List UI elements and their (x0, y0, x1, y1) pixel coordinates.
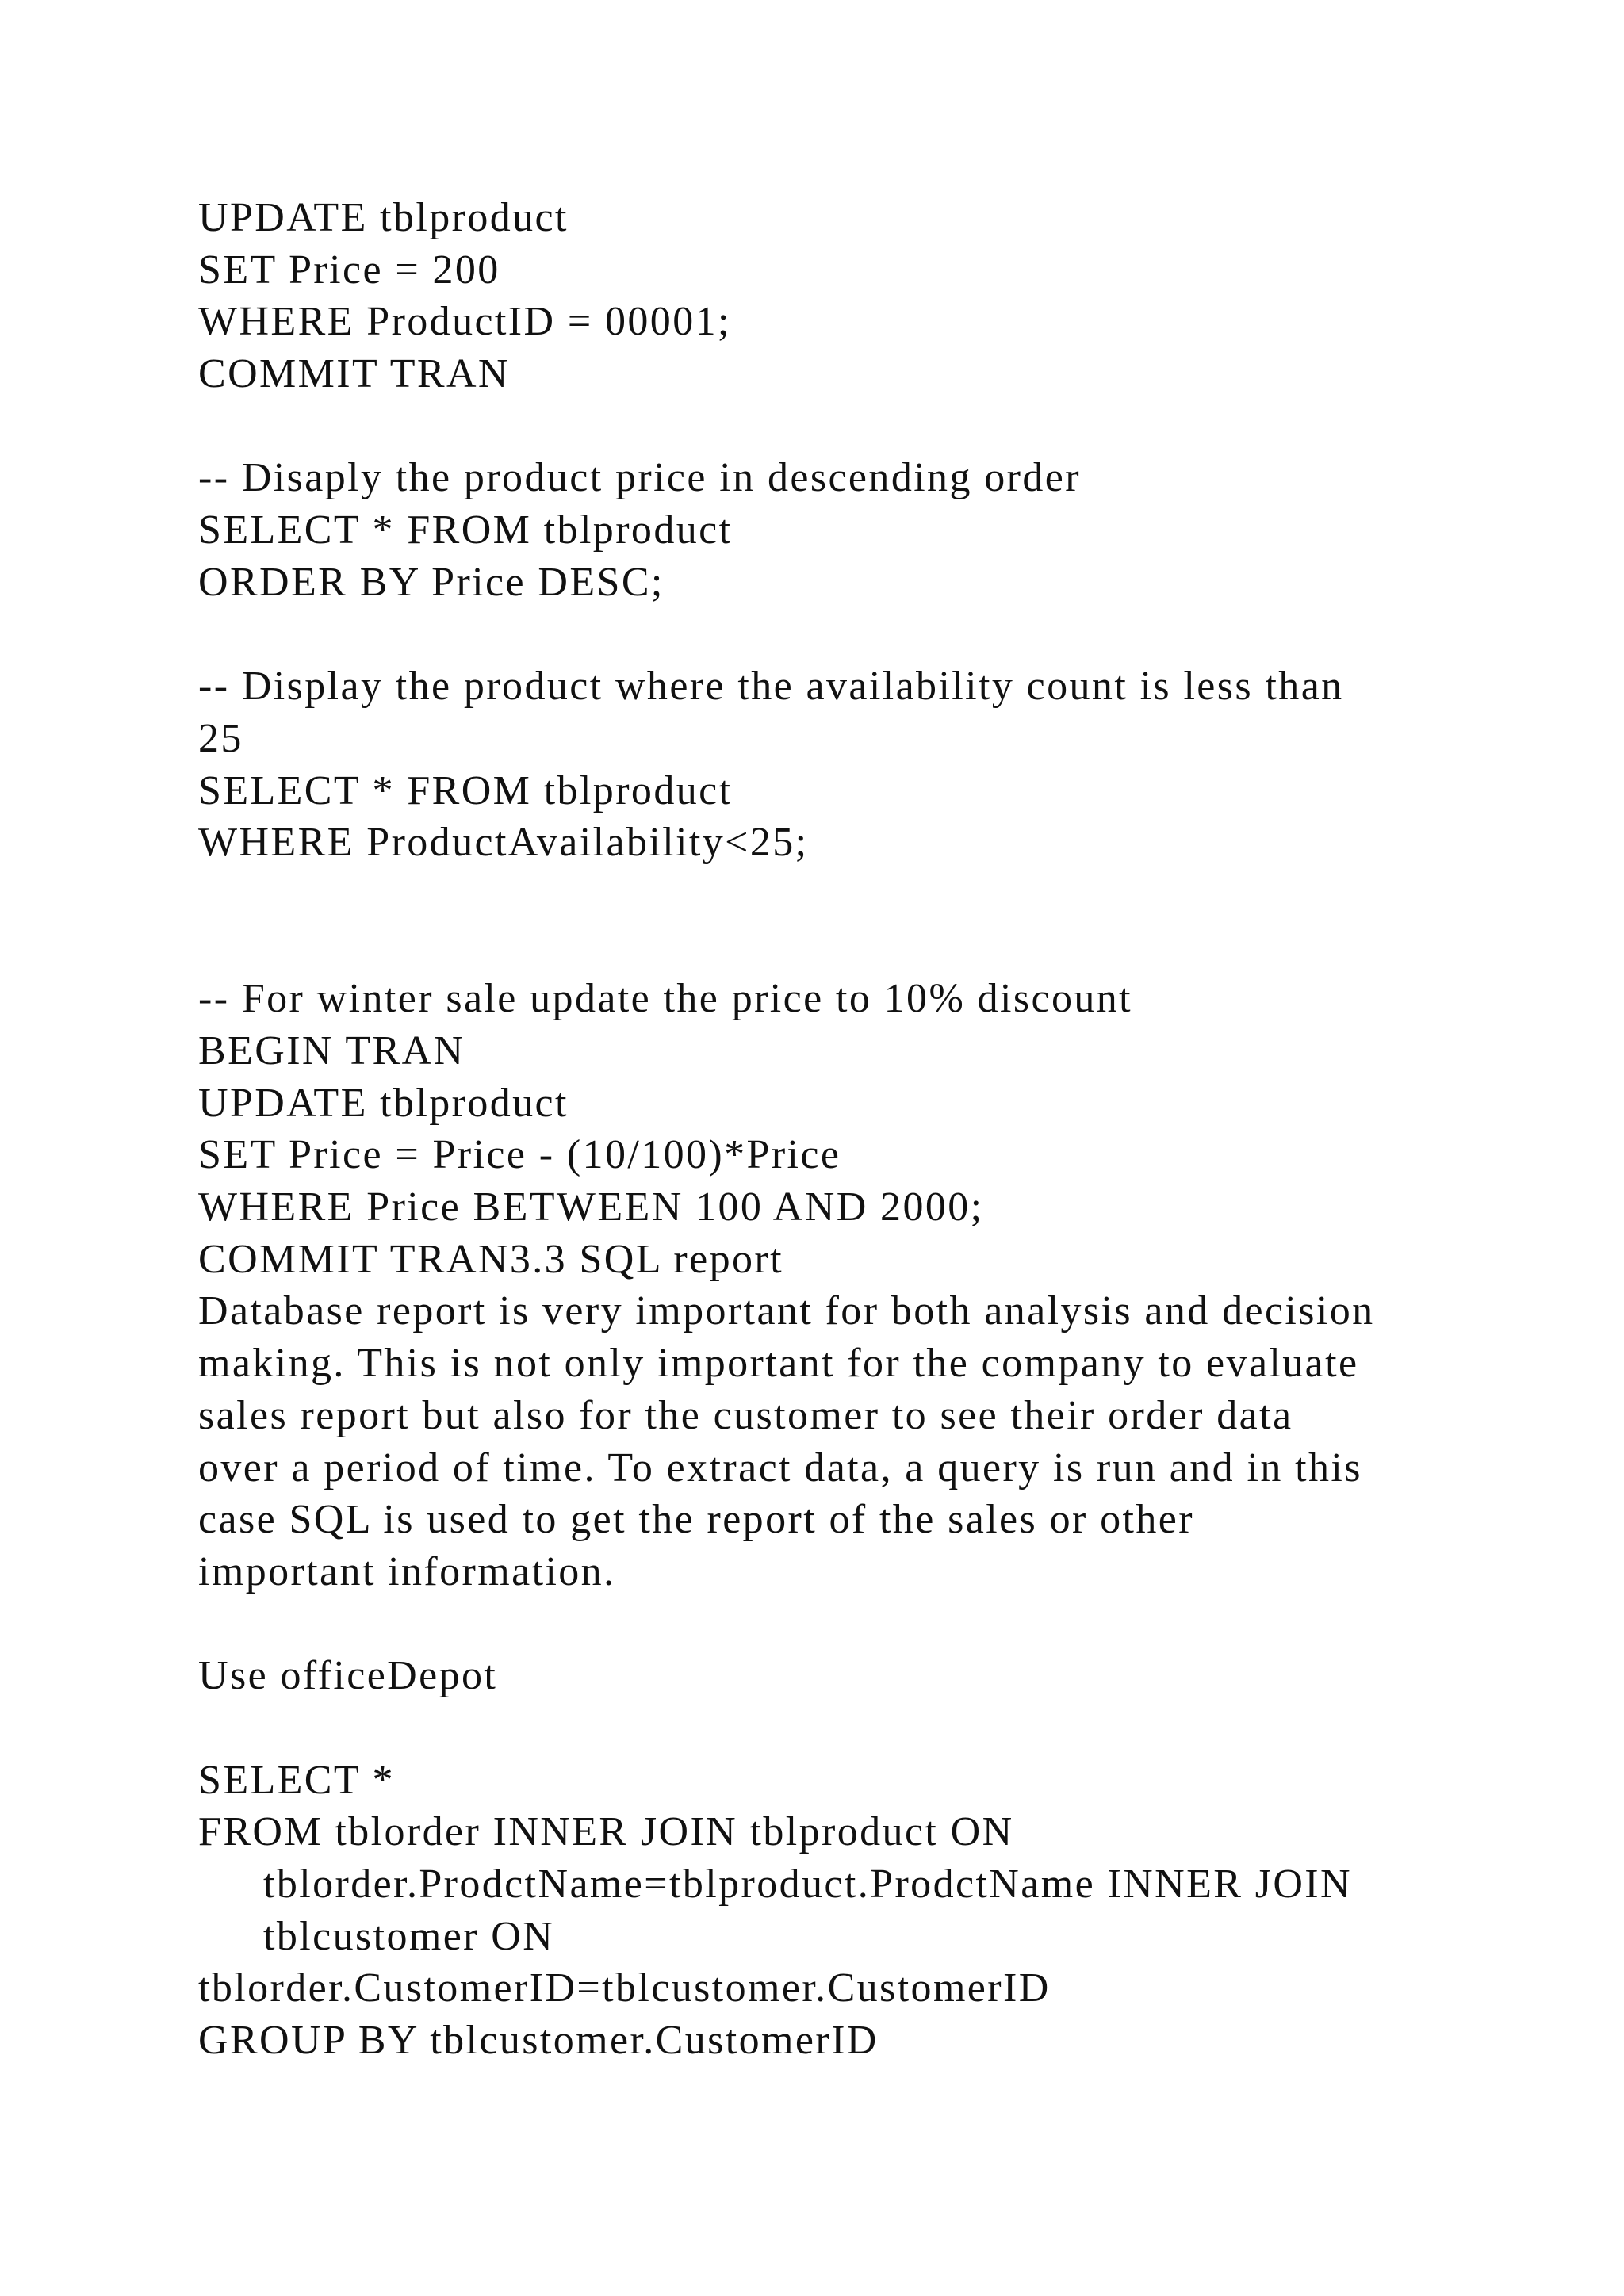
text-line: tblorder.ProdctName=tblproduct.ProdctName INNER JOIN (263, 1862, 1352, 1907)
blank-line (198, 609, 1483, 661)
text-line: ORDER BY Price DESC; (198, 559, 665, 605)
text-line: BEGIN TRAN (198, 1028, 465, 1073)
paragraph-line: case SQL is used to get the report of the sales or other (198, 1497, 1194, 1543)
text-line: WHERE Price BETWEEN 100 AND 2000; (198, 1184, 984, 1230)
comment-line: -- Disaply the product price in descending order (198, 455, 1081, 501)
text-line: UPDATE tblproduct (198, 195, 569, 240)
text-line: tblcustomer ON (263, 1913, 555, 1959)
comment-line: -- For winter sale update the price to 10% discount (198, 976, 1132, 1022)
paragraph-line: over a period of time. To extract data, a query is run and in this (198, 1445, 1362, 1490)
blank-line (198, 1702, 1483, 1755)
comment-line: -- Display the product where the availability count is less than (198, 664, 1344, 710)
blank-line (198, 869, 1483, 921)
text-line: COMMIT TRAN3.3 SQL report (198, 1236, 783, 1282)
text-line: SET Price = 200 (198, 247, 500, 293)
text-line: WHERE ProductAvailability<25; (198, 820, 809, 866)
text-line: SELECT * FROM tblproduct (198, 767, 733, 813)
text-line: tblorder.CustomerID=tblcustomer.CustomerID (198, 1965, 1051, 2011)
paragraph-line: important information. (198, 1548, 616, 1594)
paragraph-line: sales report but also for the customer to see their order data (198, 1392, 1293, 1438)
text-line: SET Price = Price - (10/100)*Price (198, 1132, 841, 1178)
text-line: SELECT * (198, 1757, 395, 1803)
text-line: UPDATE tblproduct (198, 1080, 569, 1126)
blank-line (198, 1598, 1483, 1651)
paragraph-line: making. This is not only important for the company to evaluate (198, 1341, 1359, 1387)
document-text (198, 192, 1483, 2067)
text-line: WHERE ProductID = 00001; (198, 299, 731, 345)
text-line: Use officeDepot (198, 1653, 498, 1699)
text-line: FROM tblorder INNER JOIN tblproduct ON (198, 1809, 1014, 1855)
text-line: 25 (198, 715, 243, 761)
blank-line (198, 921, 1483, 974)
text-line: GROUP BY tblcustomer.CustomerID (198, 2018, 879, 2064)
text-line: COMMIT TRAN (198, 351, 510, 397)
paragraph-line: Database report is very important for both analysis and decision (198, 1288, 1375, 1334)
text-line: SELECT * FROM tblproduct (198, 507, 733, 553)
blank-line (198, 400, 1483, 453)
